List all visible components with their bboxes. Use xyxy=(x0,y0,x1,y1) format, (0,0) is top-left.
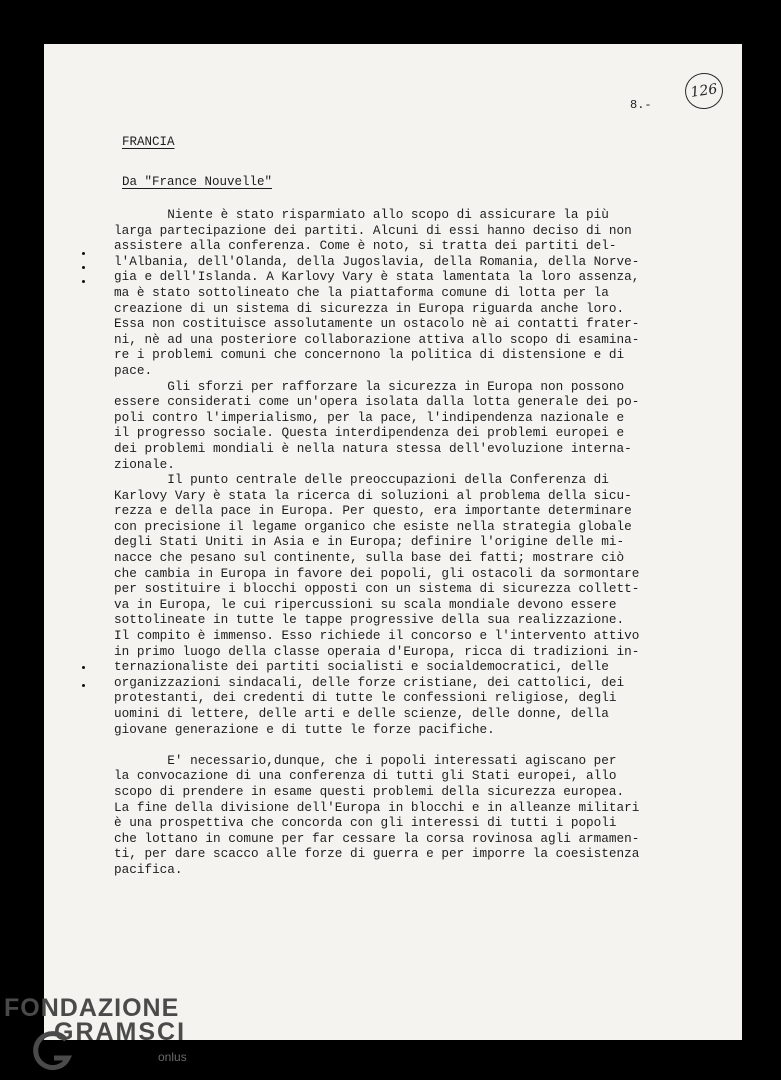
margin-mark xyxy=(82,252,85,255)
text-line: pace. xyxy=(114,362,153,378)
text-line: Il punto centrale delle preoccupazioni della Conferenza di xyxy=(114,472,609,488)
text-line: protestanti, dei credenti di tutte le confessioni religiose, degli xyxy=(114,690,617,706)
text-line: dei problemi mondiali è nella natura stessa dell'evoluzione interna- xyxy=(114,440,632,456)
text-line: Il compito è immenso. Esso richiede il concorso e l'intervento attivo xyxy=(114,628,640,644)
text-line: essere considerati come un'opera isolata dalla lotta generale dei po- xyxy=(114,394,640,410)
text-line: sottolineate in tutte le tappe progressive della sua realizzazione. xyxy=(114,612,625,628)
text-line: Karlovy Vary è stata la ricerca di soluzioni al problema della sicu- xyxy=(114,487,632,503)
text-line: ni, nè ad una posteriore collaborazione attiva allo scopo di esamina- xyxy=(114,331,640,347)
text-line: re i problemi comuni che concernono la politica di distensione e di xyxy=(114,347,625,363)
text-line: va in Europa, le cui ripercussioni su scala mondiale devono essere xyxy=(114,596,617,612)
text-line: Gli sforzi per rafforzare la sicurezza in Europa non possono xyxy=(114,378,625,394)
text-line: pacifica. xyxy=(114,861,183,877)
text-line xyxy=(114,737,714,753)
text-line: organizzazioni sindacali, delle forze cristiane, dei cattolici, dei xyxy=(114,674,625,690)
text-line: La fine della divisione dell'Europa in blocchi e in alleanze militari xyxy=(114,799,640,815)
text-line: degli Stati Uniti in Asia e in Europa; definire l'origine delle mi- xyxy=(114,534,625,550)
margin-mark xyxy=(82,280,85,283)
section-title: FRANCIA xyxy=(122,135,175,149)
text-line: è una prospettiva che concorda con gli interessi di tutti i popoli xyxy=(114,815,617,831)
document-page xyxy=(44,44,742,1040)
watermark-line1: FONDAZIONE xyxy=(4,994,180,1022)
text-line: che lottano in comune per far cessare la corsa rovinosa agli armamen- xyxy=(114,830,640,846)
margin-mark xyxy=(82,666,85,669)
text-line: in primo luogo della classe operaia d'Europa, ricca di tradizioni in- xyxy=(114,643,640,659)
text-line: Essa non costituisce assolutamente un ostacolo nè ai contatti frater- xyxy=(114,316,640,332)
text-line: Niente è stato risparmiato allo scopo di assicurare la più xyxy=(114,207,609,222)
margin-mark xyxy=(82,266,85,269)
folio-stamp: 126 xyxy=(683,71,726,112)
text-line: poli contro l'imperialismo, per la pace, l'indipendenza nazionale e xyxy=(114,409,625,425)
page-number: 8.- xyxy=(630,98,652,112)
text-line: gia e dell'Islanda. A Karlovy Vary è stata lamentata la loro assenza, xyxy=(114,269,640,285)
watermark-line2: GRAMSCI xyxy=(54,1018,187,1046)
margin-mark xyxy=(82,684,85,687)
text-line: ma è stato sottolineato che la piattaforma comune di lotta per la xyxy=(114,284,609,300)
text-line: giovane generazione e di tutte le forze pacifiche. xyxy=(114,721,495,737)
text-line: il progresso sociale. Questa interdipendenza dei problemi europei e xyxy=(114,425,625,441)
body-text xyxy=(114,207,714,878)
text-line: nacce che pesano sul continente, sulla base dei fatti; mostrare ciò xyxy=(114,550,625,566)
text-line: ternazionaliste dei partiti socialisti e socialdemocratici, delle xyxy=(114,659,609,675)
text-line: ti, per dare scacco alle forze di guerra e per imporre la coesistenza xyxy=(114,846,640,862)
text-line: creazione di un sistema di sicurezza in Europa riguarda anche loro. xyxy=(114,300,625,316)
text-line: rezza e della pace in Europa. Per questo, era importante determinare xyxy=(114,503,632,519)
text-line: con precisione il legame organico che esiste nella strategia globale xyxy=(114,518,632,534)
text-line: uomini di lettere, delle arti e delle scienze, delle donne, della xyxy=(114,706,609,721)
text-line: scopo di prendere in esame questi problemi della sicurezza europea. xyxy=(114,783,625,799)
text-line: zionale. xyxy=(114,456,175,472)
text-line: l'Albania, dell'Olanda, della Jugoslavia, della Romania, della Norve- xyxy=(114,253,640,269)
text-line: E' necessario,dunque, che i popoli interessati agiscano per xyxy=(114,752,617,768)
text-line: che cambia in Europa in favore dei popoli, gli ostacoli da sormontare xyxy=(114,565,640,581)
text-line: assistere alla conferenza. Come è noto, si tratta dei partiti del- xyxy=(114,238,617,254)
text-line: la convocazione di una conferenza di tutti gli Stati europei, allo xyxy=(114,768,617,784)
source-title: Da "France Nouvelle" xyxy=(122,175,273,189)
text-line: per sostituire i blocchi opposti con un sistema di sicurezza collett- xyxy=(114,581,640,597)
watermark-suffix: onlus xyxy=(158,1050,187,1064)
text-line: larga partecipazione dei partiti. Alcuni di essi hanno deciso di non xyxy=(114,222,632,238)
